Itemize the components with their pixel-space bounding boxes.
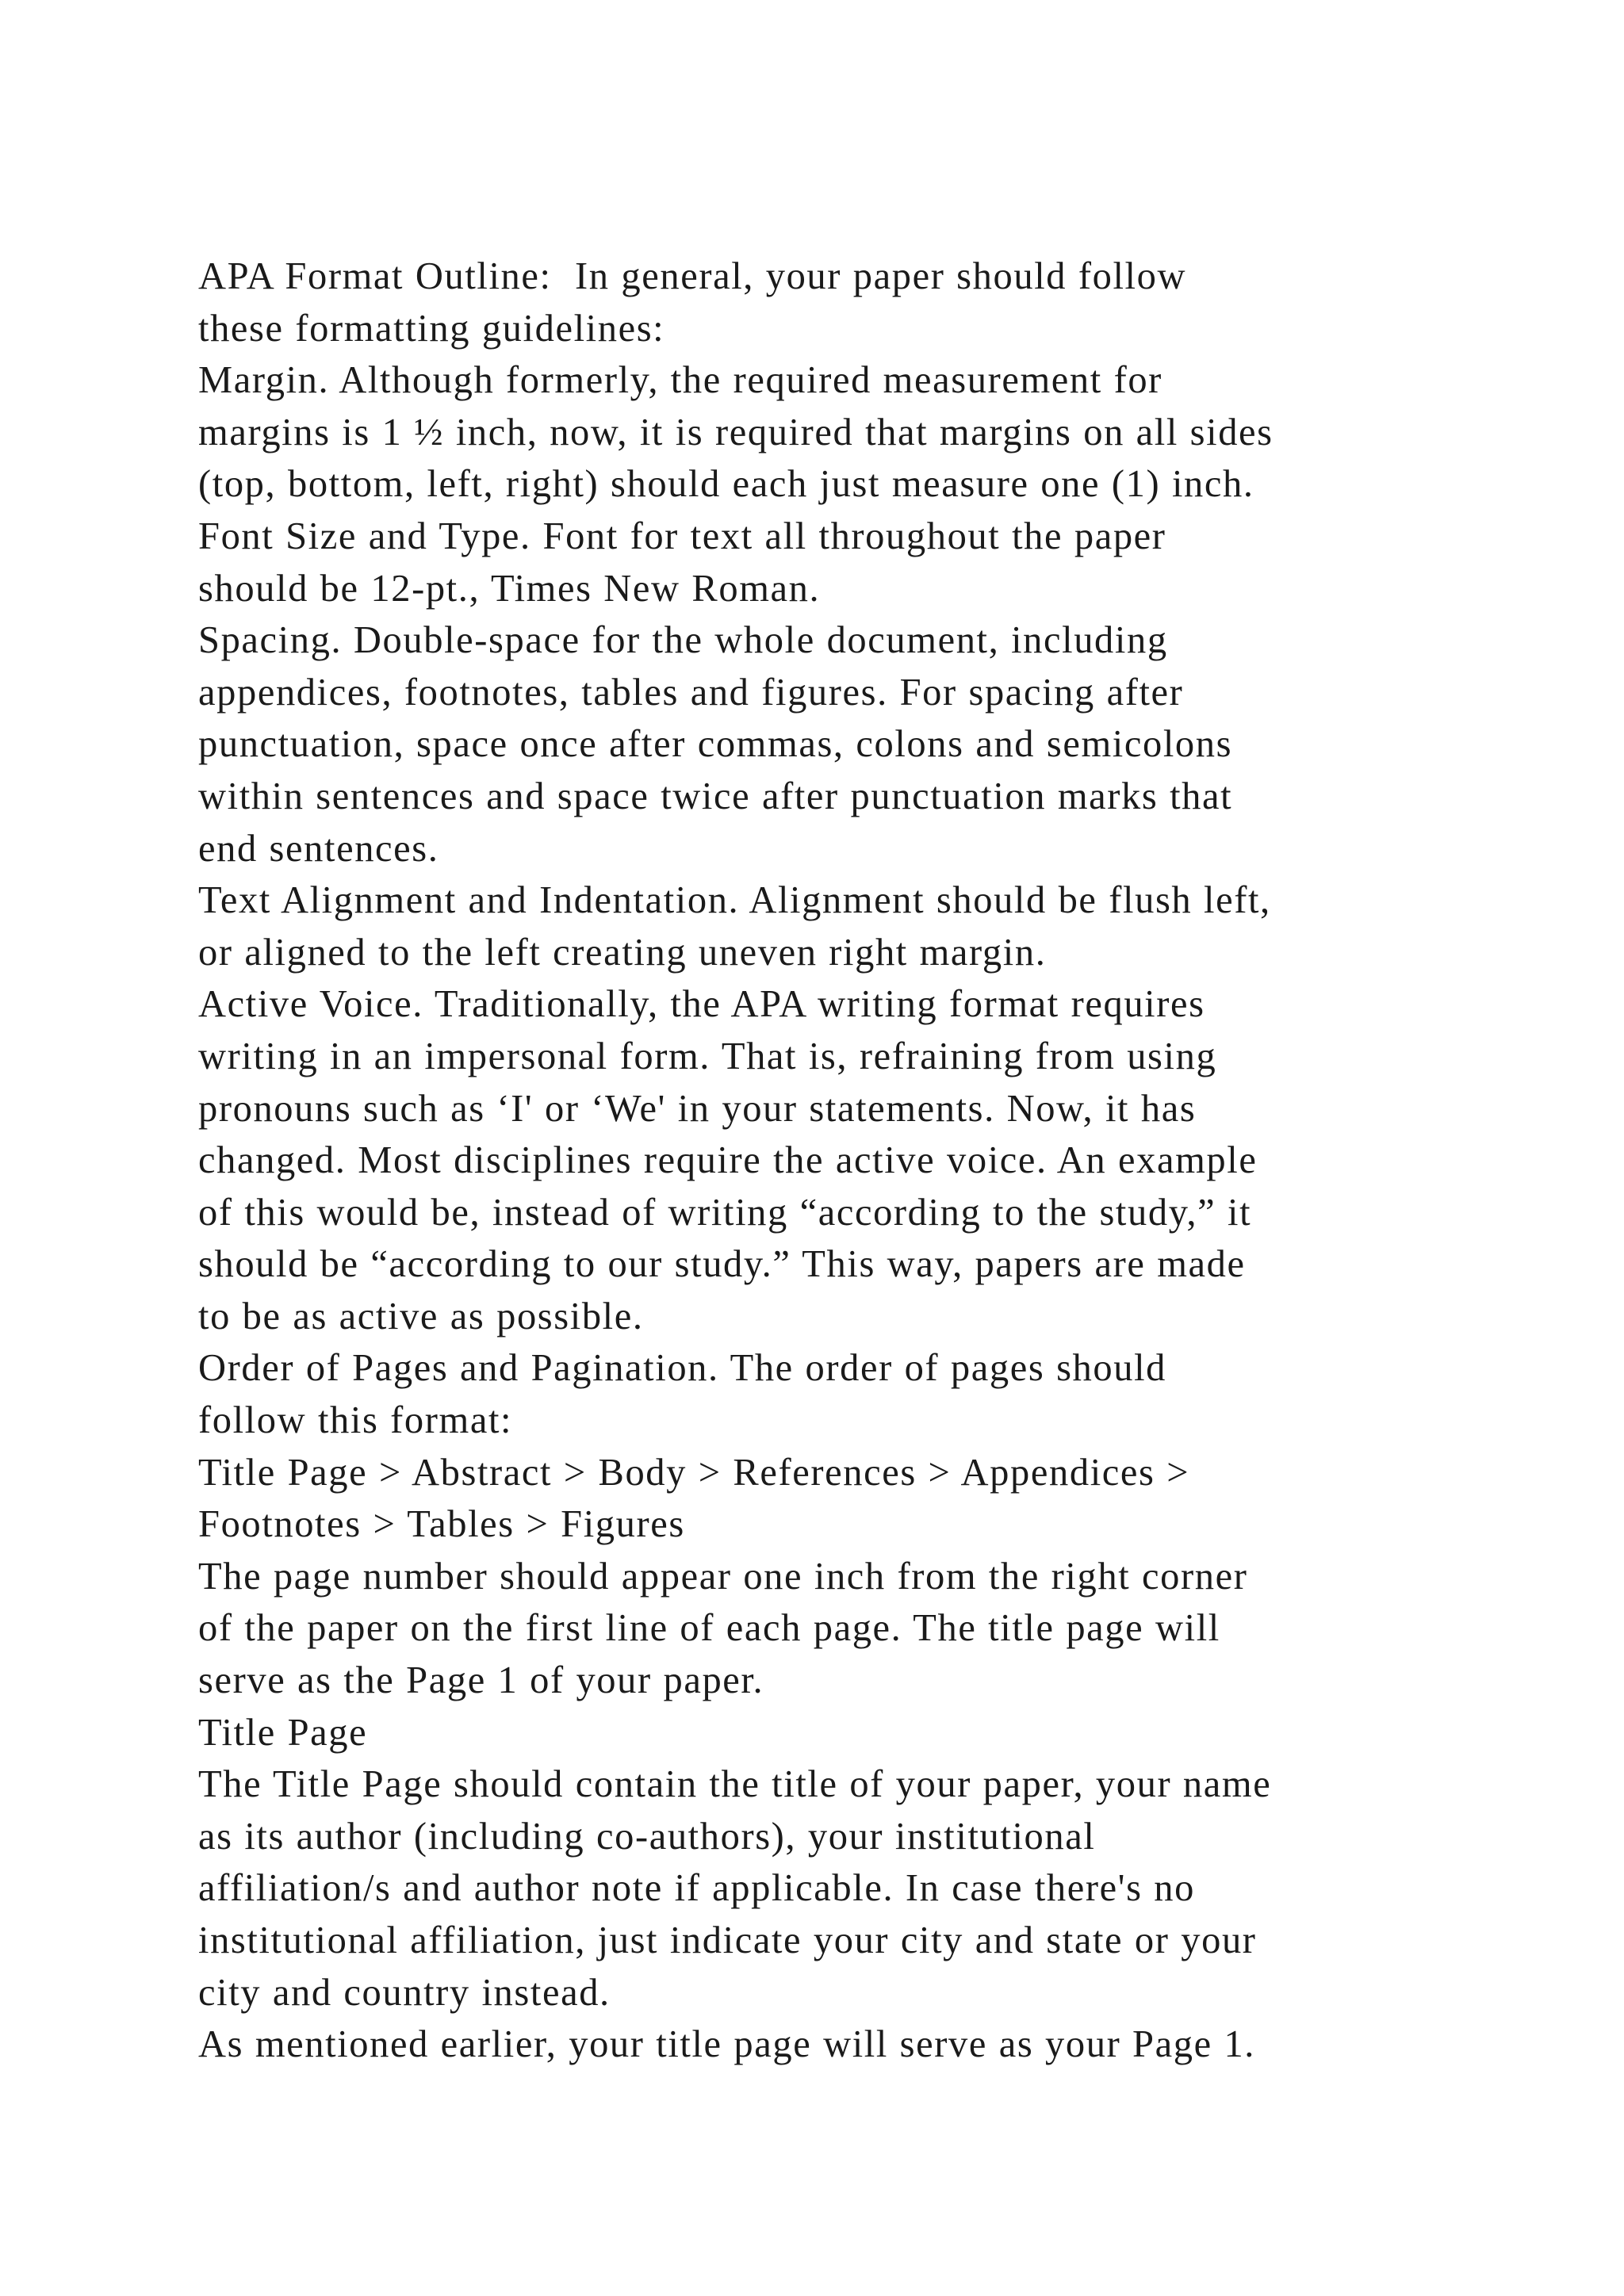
text-line: Footnotes > Tables > Figures xyxy=(198,1503,685,1546)
text-line: follow this format: xyxy=(198,1399,513,1442)
text-line: punctuation, space once after commas, colons and semicolons xyxy=(198,723,1233,766)
text-line: Title Page > Abstract > Body > References > Appendices > xyxy=(198,1451,1190,1494)
document-body xyxy=(198,251,1610,2071)
text-line: institutional affiliation, just indicate your city and state or your xyxy=(198,1919,1257,1961)
text-line: Margin. Although formerly, the required measurement for xyxy=(198,359,1162,402)
text-line: Spacing. Double-space for the whole document, including xyxy=(198,619,1168,662)
text-line: city and country instead. xyxy=(198,1971,611,2014)
text-line: affiliation/s and author note if applicable. In case there's no xyxy=(198,1867,1195,1910)
text-line: (top, bottom, left, right) should each just measure one (1) inch. xyxy=(198,463,1254,506)
text-line: Text Alignment and Indentation. Alignment should be flush left, xyxy=(198,879,1271,922)
text-line: margins is 1 ½ inch, now, it is required that margins on all sides xyxy=(198,411,1274,453)
text-line: of the paper on the first line of each page. The title page will xyxy=(198,1607,1220,1650)
text-line: Order of Pages and Pagination. The order of pages should xyxy=(198,1347,1167,1390)
text-line: to be as active as possible. xyxy=(198,1295,644,1337)
text-line: The page number should appear one inch from the right corner xyxy=(198,1555,1248,1598)
text-line: Active Voice. Traditionally, the APA writing format requires xyxy=(198,983,1205,1026)
text-line: of this would be, instead of writing “according to the study,” it xyxy=(198,1191,1252,1234)
text-line: should be 12-pt., Times New Roman. xyxy=(198,567,821,610)
text-line: Font Size and Type. Font for text all throughout the paper xyxy=(198,515,1166,557)
text-line: should be “according to our study.” This way, papers are made xyxy=(198,1243,1246,1286)
text-line: APA Format Outline: In general, your paper should follow xyxy=(198,255,1187,297)
text-line: end sentences. xyxy=(198,827,439,870)
text-line: writing in an impersonal form. That is, refraining from using xyxy=(198,1035,1217,1077)
text-line: The Title Page should contain the title of your paper, your name xyxy=(198,1763,1272,1806)
text-line: or aligned to the left creating uneven right margin. xyxy=(198,931,1047,974)
text-line: appendices, footnotes, tables and figures. For spacing after xyxy=(198,671,1184,714)
text-line: changed. Most disciplines require the active voice. An example xyxy=(198,1139,1258,1182)
text-line: these formatting guidelines: xyxy=(198,307,665,350)
text-line: within sentences and space twice after punctuation marks that xyxy=(198,775,1233,817)
text-line: As mentioned earlier, your title page will serve as your Page 1. xyxy=(198,2023,1256,2066)
text-line: pronouns such as ‘I' or ‘We' in your statements. Now, it has xyxy=(198,1087,1197,1130)
text-line: Title Page xyxy=(198,1711,368,1754)
text-line: as its author (including co-authors), your institutional xyxy=(198,1815,1096,1858)
text-line: serve as the Page 1 of your paper. xyxy=(198,1659,764,1702)
